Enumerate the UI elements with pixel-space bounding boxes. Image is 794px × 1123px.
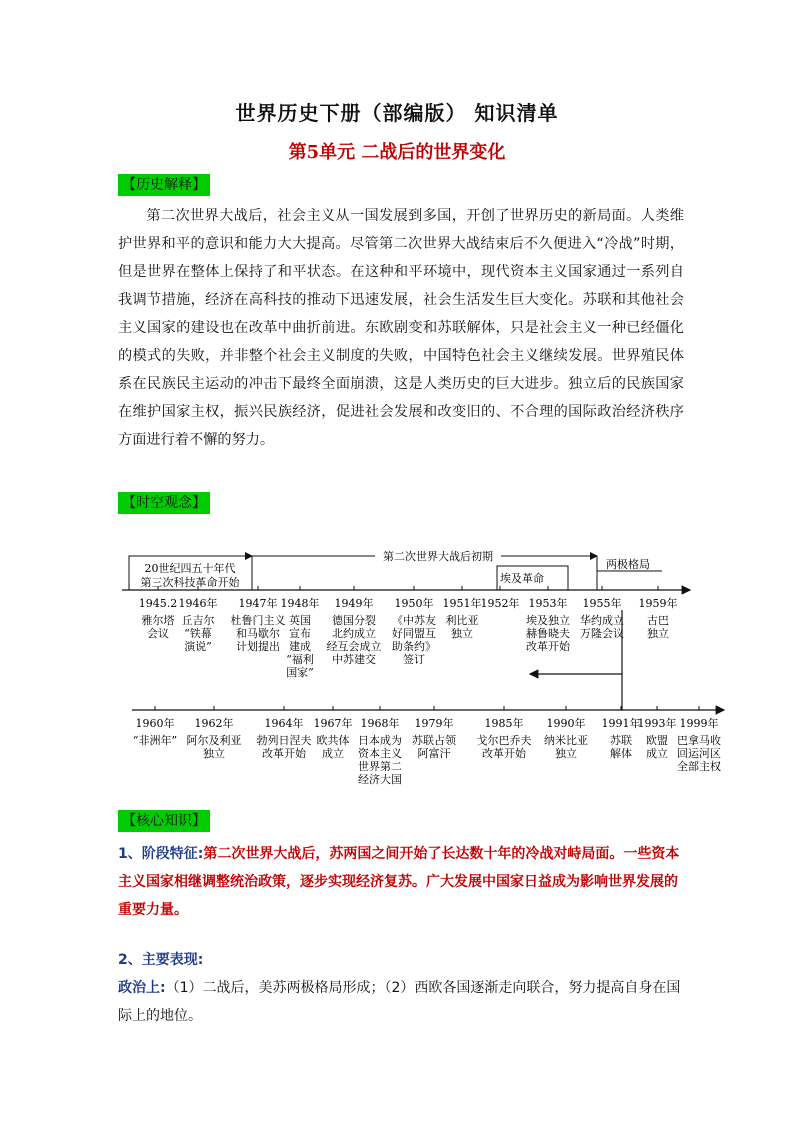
timeline-event-line: 经互会成立 [326,640,382,653]
timeline-event-line: 丘吉尔 [181,614,215,627]
timeline-event-line: 《中苏友 [392,614,436,627]
timeline-year: 1968年 [360,717,400,730]
timeline-year: 1991年 [601,717,641,730]
timeline-event-line: 签订 [403,653,425,666]
timeline-year: 1945.2 [138,597,178,610]
egypt-revolution-label: 埃及革命 [500,572,544,585]
timeline-event-line: 中苏建交 [332,653,376,666]
timeline-event-line: 赫鲁晓夫 [526,627,570,640]
timeline-event-line: 全部主权 [677,760,721,773]
timeline-event-line: 宣布 [289,627,311,640]
timeline-event-line: 成立 [322,747,344,760]
timeline-event-line: “铁幕 [184,627,212,640]
timeline-event-line: 雅尔塔 [141,614,175,627]
timeline-event-line: 北约成立 [332,627,376,640]
box1-line1: 20世纪四五十年代 [144,562,236,575]
timeline-event-line: 埃及独立 [526,614,570,627]
timeline-year: 1949年 [334,597,374,610]
timeline-event-line: 欧共体 [316,734,350,747]
timeline-year: 1999年 [679,717,719,730]
timeline-year: 1979年 [414,717,454,730]
document-title: 世界历史下册（部编版） 知识清单 [235,101,559,125]
timeline-year: 1955年 [582,597,622,610]
timeline-event-line: 万隆会议 [580,627,624,640]
core-item-2 [118,974,684,1030]
timeline-event-line: 会议 [147,627,169,640]
core-item-1-heading: 1、阶段特征: [118,846,204,862]
timeline-event-line: 独立 [451,627,473,640]
timeline-event-line: 日本成为 [358,734,402,747]
history-explanation-paragraph: 第二次世界大战后，社会主义从一国发展到多国，开创了世界历史的新局面。人类维护世界和平的意识和能力大大提高。尽管第二次世界大战结束后不久便进入“冷战”时期，但是世界在整体上保持了和平状态。在这种和平环境中，现代资本主义国家通过一系列自我调节措施，经济在高科技的推动下迅速发展，社会生活发生巨大变化。苏联和其他社会主义国家的建设也在改革中曲折前进。东欧剧变和苏联解体，只是社会主义一种已经僵化的模式的失败，并非整个社会主义制度的失败，中国特色社会主义继续发展。世界殖民体系在民族民主运动的冲击下最终全面崩溃，这是人类历史的巨大进步。独立后的民族国家在维护国家主权，振兴民族经济，促进社会发展和改变旧的、不合理的国际政治经济秩序方面进行着不懈的努力。 [118,208,684,448]
timeline-year: 1993年 [637,717,677,730]
timeline-year: 1959年 [638,597,678,610]
timeline-event-line: 杜鲁门主义 [230,614,286,627]
timeline-event-line: 独立 [647,627,669,640]
timeline-year: 1967年 [313,717,353,730]
section-tag-history-explanation: 【历史解释】 [118,174,210,196]
core-item-2-text: （1）二战后，美苏两极格局形成；（2）西欧各国逐渐走向联合，努力提高自身在国际上的地位。 [118,980,681,1024]
timeline-event-line: 经济大国 [358,773,402,786]
timeline-event-line: 世界第二 [358,760,402,773]
timeline-year: 1951年 [442,597,482,610]
timeline-year: 1950年 [394,597,434,610]
timeline-event-line: 阿富汗 [417,747,451,760]
timeline-event-line: 好同盟互 [392,627,436,640]
timeline-event-line: “非洲年” [132,734,178,747]
timeline-event-line: 勃列日涅夫 [256,734,312,747]
timeline-year: 1946年 [178,597,218,610]
timeline-year: 1964年 [264,717,304,730]
timeline-event-line: 国家” [286,666,314,679]
timeline-event-line: 改革开始 [262,747,306,760]
timeline-event-line: 建成 [289,640,311,653]
timeline-year: 1948年 [280,597,320,610]
timeline-event-line: 利比亚 [445,614,479,627]
timeline-event-line: 独立 [555,747,577,760]
core-item-2-heading-line [118,946,684,974]
timeline-event-line: 改革开始 [526,640,570,653]
period-label: 第二次世界大战后初期 [383,550,493,563]
timeline-event-line: 和马歇尔 [236,627,280,640]
timeline-row-1 [139,586,678,679]
timeline-year: 1962年 [194,717,234,730]
timeline-event-line: “福利 [286,653,314,666]
timeline-event-line: 改革开始 [482,747,526,760]
timeline-event-line: 计划提出 [236,640,280,653]
bipolar-label: 两极格局 [606,558,650,571]
timeline-event-line: 助条约》 [392,640,436,653]
core-item-2-label: 政治上: [118,980,166,996]
timeline-event-line: 戈尔巴乔夫 [476,734,532,747]
timeline-event-line: 解体 [610,747,632,760]
timeline-event-line: 演说” [184,640,212,653]
section-tag-core-knowledge: 【核心知识】 [118,810,210,832]
timeline-event-line: 英国 [289,614,311,627]
timeline-year: 1960年 [135,717,175,730]
timeline-event-line: 资本主义 [358,747,402,760]
box1-line2: 第三次科技革命开始 [140,576,240,589]
history-timeline [0,540,794,800]
timeline-event-line: 欧盟 [646,734,668,747]
timeline-event-line: 纳米比亚 [544,734,588,747]
timeline-event-line: 德国分裂 [332,614,376,627]
timeline-event-line: 古巴 [647,614,669,627]
timeline-year: 1952年 [480,597,520,610]
unit-subtitle: 第5单元 二战后的世界变化 [288,142,506,163]
timeline-event-line: 回运河区 [677,747,721,760]
timeline-year: 1947年 [238,597,278,610]
timeline-event-line: 苏联占领 [412,734,456,747]
section-tag-time-space: 【时空观念】 [118,492,210,514]
timeline-event-line: 华约成立 [580,614,624,627]
timeline-event-line: 巴拿马收 [677,734,721,747]
timeline-event-line: 成立 [646,747,668,760]
timeline-year: 1990年 [546,717,586,730]
timeline-year: 1953年 [528,597,568,610]
timeline-event-line: 独立 [203,747,225,760]
timeline-row-2 [133,706,721,786]
core-item-2-heading: 2、主要表现: [118,952,204,968]
core-item-1 [118,840,684,924]
timeline-event-line: 苏联 [610,734,632,747]
timeline-year: 1985年 [484,717,524,730]
timeline-event-line: 阿尔及利亚 [186,734,242,747]
core-item-1-text: 第二次世界大战后，苏两国之间开始了长达数十年的冷战对峙局面。一些资本主义国家相继调整统治政策，逐步实现经济复苏。广大发展中国家日益成为影响世界发展的重要力量。 [118,846,680,918]
